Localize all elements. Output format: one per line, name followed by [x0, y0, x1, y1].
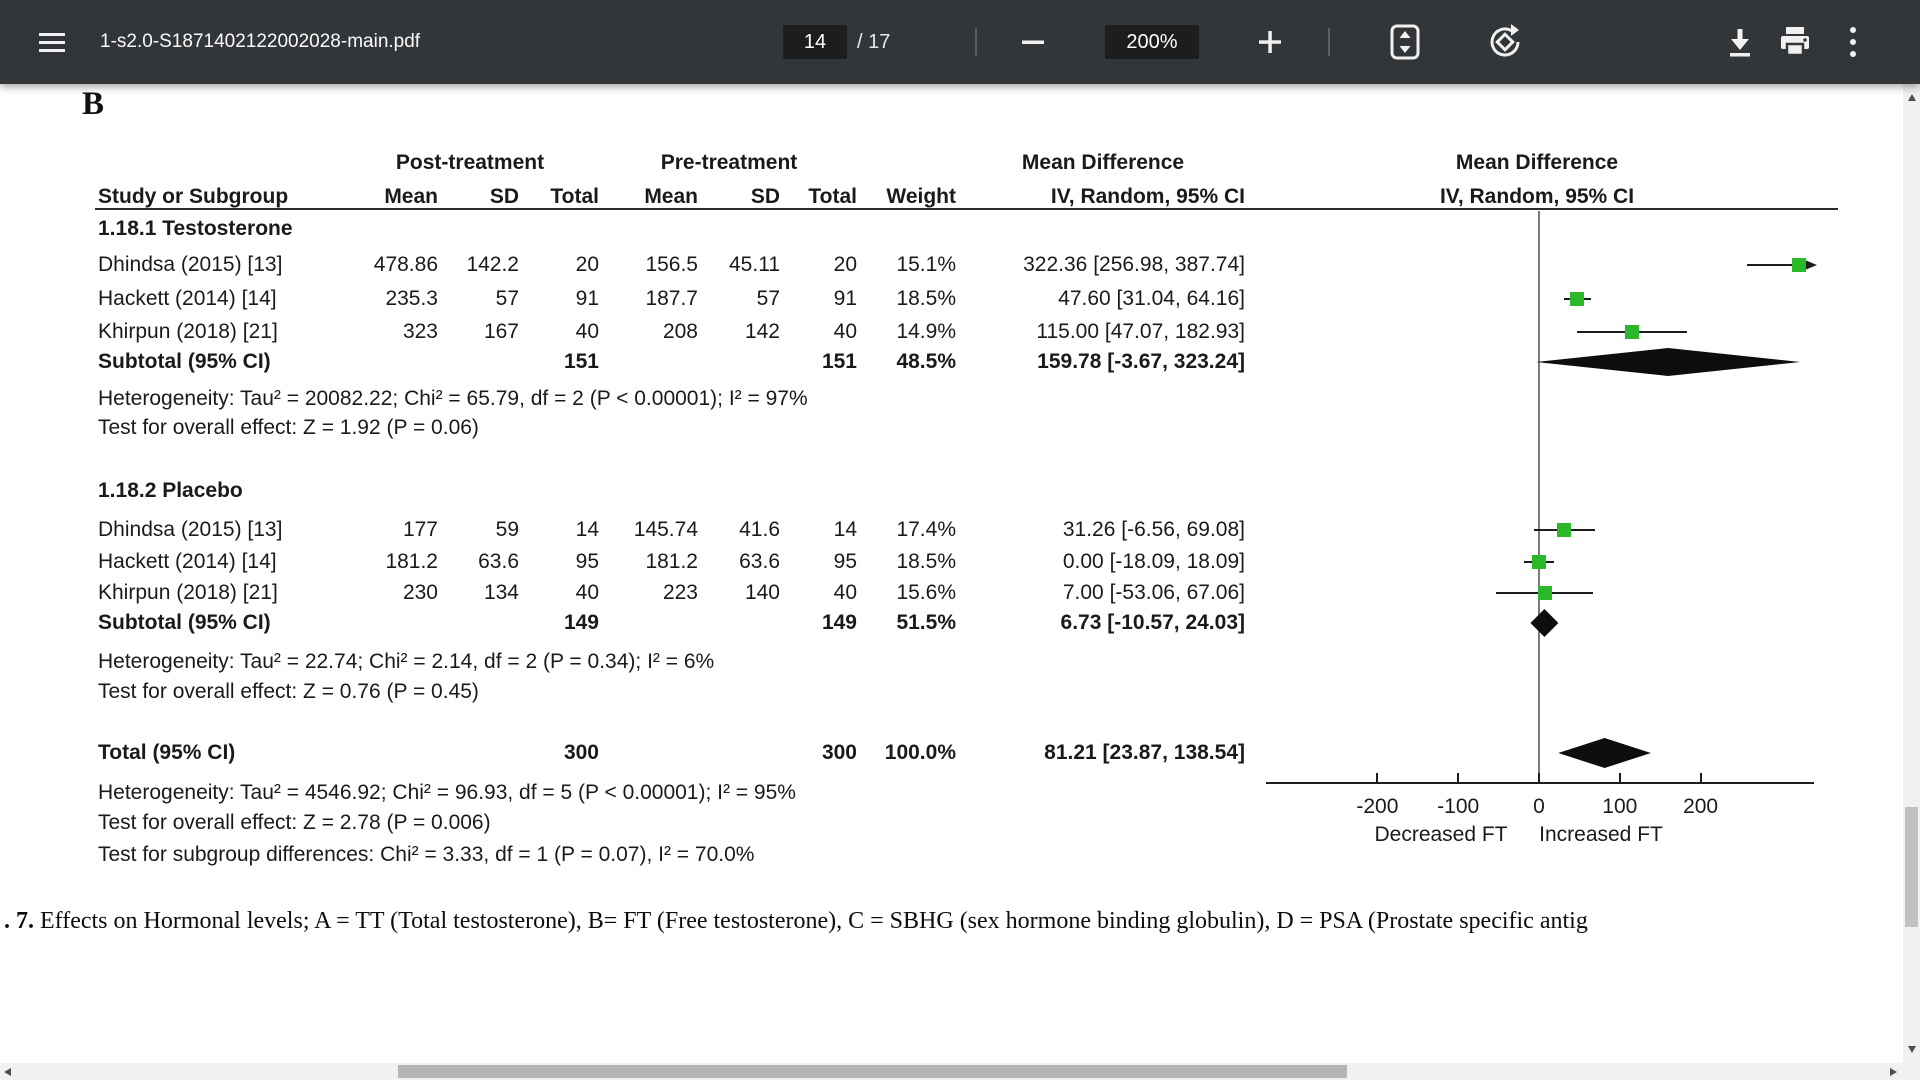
plus-icon	[1257, 29, 1283, 55]
value-cell: 81.21 [23.87, 138.54]	[1044, 741, 1245, 764]
value-cell: 300	[821, 741, 857, 764]
axis-tick	[1376, 773, 1378, 783]
value-cell: 142.2	[466, 253, 519, 276]
value-cell: 181.2	[385, 550, 438, 573]
figure-caption	[4, 908, 1900, 935]
value-cell: 167	[483, 320, 519, 343]
pooled-label: Total (95% CI)	[98, 741, 236, 764]
pooled-label: Subtotal (95% CI)	[98, 611, 271, 634]
rotate-button[interactable]	[1481, 18, 1529, 66]
forest-diamond	[1536, 348, 1800, 376]
value-cell: 208	[662, 320, 698, 343]
col-header-ci-text: IV, Random, 95% CI	[1050, 185, 1245, 208]
forest-zero-line	[1538, 211, 1540, 783]
value-cell: 15.6%	[896, 581, 956, 604]
value-cell: 48.5%	[896, 350, 956, 373]
study-label: Khirpun (2018) [21]	[98, 320, 278, 343]
axis-label-decreased: Decreased FT	[1374, 823, 1508, 846]
value-cell: 100.0%	[884, 741, 956, 764]
scroll-right-arrow-icon[interactable]	[1890, 1068, 1897, 1076]
fit-to-page-button[interactable]	[1381, 18, 1429, 66]
pdf-toolbar	[0, 0, 1920, 84]
stat-line: Heterogeneity: Tau² = 20082.22; Chi² = 65.79, df = 2 (P < 0.00001); I² = 97%	[98, 387, 808, 410]
group-header-pre: Pre-treatment	[660, 151, 798, 174]
value-cell: 140	[744, 581, 780, 604]
download-icon	[1722, 24, 1758, 60]
value-cell: 235.3	[385, 287, 438, 310]
col-header-sd2: SD	[750, 185, 780, 208]
value-cell: 151	[563, 350, 599, 373]
value-cell: 20	[575, 253, 599, 276]
page-number-input[interactable]: 14	[783, 25, 847, 59]
value-cell: 31.26 [-6.56, 69.08]	[1062, 518, 1245, 541]
print-button[interactable]	[1771, 18, 1819, 66]
value-cell: 142	[744, 320, 780, 343]
value-cell: 40	[575, 581, 599, 604]
value-cell: 230	[402, 581, 438, 604]
scrollbar-corner	[1903, 1063, 1920, 1080]
axis-label-increased: Increased FT	[1539, 823, 1663, 846]
value-cell: 0.00 [-18.09, 18.09]	[1062, 550, 1245, 573]
horizontal-scrollbar-thumb[interactable]	[398, 1065, 1347, 1078]
value-cell: 91	[833, 287, 857, 310]
zoom-in-button[interactable]	[1246, 18, 1294, 66]
caption-number: . 7.	[4, 908, 34, 934]
value-cell: 151	[821, 350, 857, 373]
page-count-label: / 17	[857, 31, 891, 53]
value-cell: 115.00 [47.07, 182.93]	[1036, 320, 1245, 343]
vertical-scrollbar[interactable]	[1903, 84, 1920, 1063]
stat-line: Test for overall effect: Z = 1.92 (P = 0.06)	[98, 416, 479, 439]
forest-axis-line	[1266, 782, 1814, 784]
stat-line: Heterogeneity: Tau² = 22.74; Chi² = 2.14, df = 2 (P = 0.34); I² = 6%	[98, 650, 715, 673]
subgroup-label: 1.18.1 Testosterone	[98, 217, 293, 240]
zoom-level-input[interactable]: 200%	[1105, 25, 1199, 59]
axis-tick	[1457, 773, 1459, 783]
value-cell: 91	[575, 287, 599, 310]
toolbar-separator	[1328, 28, 1330, 56]
value-cell: 14	[833, 518, 857, 541]
value-cell: 134	[483, 581, 519, 604]
forest-point-marker	[1557, 523, 1571, 537]
value-cell: 322.36 [256.98, 387.74]	[1023, 253, 1245, 276]
study-label: Dhindsa (2015) [13]	[98, 518, 283, 541]
axis-tick-label: 0	[1533, 795, 1545, 818]
document-title: 1-s2.0-S1871402122002028-main.pdf	[100, 31, 421, 52]
stat-line: Test for overall effect: Z = 0.76 (P = 0.45)	[98, 680, 479, 703]
value-cell: 6.73 [-10.57, 24.03]	[1060, 611, 1245, 634]
vertical-scrollbar-thumb[interactable]	[1905, 807, 1918, 927]
forest-point-marker	[1570, 292, 1584, 306]
menu-icon[interactable]	[28, 18, 76, 66]
forest-point-marker	[1538, 586, 1552, 600]
value-cell: 63.6	[739, 550, 780, 573]
value-cell: 41.6	[739, 518, 780, 541]
axis-tick	[1700, 773, 1702, 783]
forest-point-marker	[1625, 325, 1639, 339]
value-cell: 145.74	[633, 518, 698, 541]
axis-tick-label: 100	[1602, 795, 1638, 818]
forest-diamond	[1530, 609, 1558, 637]
study-label: Hackett (2014) [14]	[98, 550, 277, 573]
value-cell: 51.5%	[896, 611, 956, 634]
group-header-md-plot: Mean Difference	[1455, 151, 1619, 174]
more-options-button[interactable]	[1829, 18, 1877, 66]
zoom-out-button[interactable]	[1009, 18, 1057, 66]
minus-icon	[1021, 30, 1045, 54]
axis-tick	[1538, 773, 1540, 783]
value-cell: 18.5%	[896, 550, 956, 573]
col-header-sd1: SD	[489, 185, 519, 208]
col-header-mean2: Mean	[644, 185, 698, 208]
value-cell: 7.00 [-53.06, 67.06]	[1062, 581, 1245, 604]
value-cell: 45.11	[729, 253, 780, 276]
value-cell: 323	[402, 320, 438, 343]
scroll-down-arrow-icon[interactable]	[1908, 1046, 1916, 1053]
forest-point-marker	[1792, 258, 1806, 272]
rotate-icon	[1485, 22, 1525, 62]
scroll-left-arrow-icon[interactable]	[4, 1068, 11, 1076]
value-cell: 17.4%	[896, 518, 956, 541]
value-cell: 223	[662, 581, 698, 604]
col-header-total1: Total	[550, 185, 599, 208]
value-cell: 156.5	[645, 253, 698, 276]
col-header-total2: Total	[808, 185, 857, 208]
value-cell: 14	[575, 518, 599, 541]
study-label: Dhindsa (2015) [13]	[98, 253, 283, 276]
stat-line: Test for overall effect: Z = 2.78 (P = 0.006)	[98, 811, 491, 834]
caption-text: Effects on Hormonal levels; A = TT (Total testosterone), B= FT (Free testosterone), C = SBHG (sex hormone binding globulin), D = PSA (Prostate specific antig	[34, 908, 1588, 934]
value-cell: 14.9%	[896, 320, 956, 343]
value-cell: 149	[821, 611, 857, 634]
group-header-post: Post-treatment	[395, 151, 545, 174]
value-cell: 57	[495, 287, 519, 310]
value-cell: 40	[833, 320, 857, 343]
value-cell: 187.7	[645, 287, 698, 310]
value-cell: 63.6	[478, 550, 519, 573]
value-cell: 95	[575, 550, 599, 573]
more-vertical-icon	[1847, 25, 1859, 59]
value-cell: 300	[563, 741, 599, 764]
subgroup-label: 1.18.2 Placebo	[98, 479, 243, 502]
horizontal-scrollbar[interactable]	[0, 1063, 1903, 1080]
value-cell: 18.5%	[896, 287, 956, 310]
value-cell: 478.86	[373, 253, 438, 276]
stat-line: Heterogeneity: Tau² = 4546.92; Chi² = 96.93, df = 5 (P < 0.00001); I² = 95%	[98, 781, 796, 804]
value-cell: 181.2	[645, 550, 698, 573]
col-header-mean1: Mean	[384, 185, 438, 208]
scroll-up-arrow-icon[interactable]	[1908, 94, 1916, 101]
col-header-study: Study or Subgroup	[98, 185, 289, 208]
forest-diamond	[1558, 738, 1651, 768]
group-header-md-text: Mean Difference	[1021, 151, 1185, 174]
axis-tick-label: -100	[1437, 795, 1480, 818]
col-header-weight: Weight	[886, 185, 956, 208]
figure-panel-label: B	[82, 86, 105, 122]
axis-tick-label: -200	[1356, 795, 1399, 818]
stat-line: Test for subgroup differences: Chi² = 3.33, df = 1 (P = 0.07), I² = 70.0%	[98, 843, 755, 866]
axis-tick-label: 200	[1683, 795, 1719, 818]
value-cell: 40	[833, 581, 857, 604]
fit-to-page-icon	[1387, 22, 1423, 62]
study-label: Hackett (2014) [14]	[98, 287, 277, 310]
study-label: Khirpun (2018) [21]	[98, 581, 278, 604]
value-cell: 20	[833, 253, 857, 276]
pooled-label: Subtotal (95% CI)	[98, 350, 271, 373]
pdf-page	[0, 84, 1903, 1063]
axis-tick	[1619, 773, 1621, 783]
value-cell: 149	[563, 611, 599, 634]
download-button[interactable]	[1716, 18, 1764, 66]
value-cell: 177	[402, 518, 438, 541]
value-cell: 59	[495, 518, 519, 541]
forest-point-marker	[1532, 555, 1546, 569]
value-cell: 57	[756, 287, 780, 310]
value-cell: 47.60 [31.04, 64.16]	[1058, 287, 1245, 310]
toolbar-separator	[975, 28, 977, 56]
col-header-ci-plot: IV, Random, 95% CI	[1439, 185, 1635, 208]
print-icon	[1776, 24, 1814, 60]
value-cell: 15.1%	[896, 253, 956, 276]
value-cell: 95	[833, 550, 857, 573]
value-cell: 40	[575, 320, 599, 343]
table-header-rule	[95, 208, 1838, 210]
value-cell: 159.78 [-3.67, 323.24]	[1037, 350, 1245, 373]
